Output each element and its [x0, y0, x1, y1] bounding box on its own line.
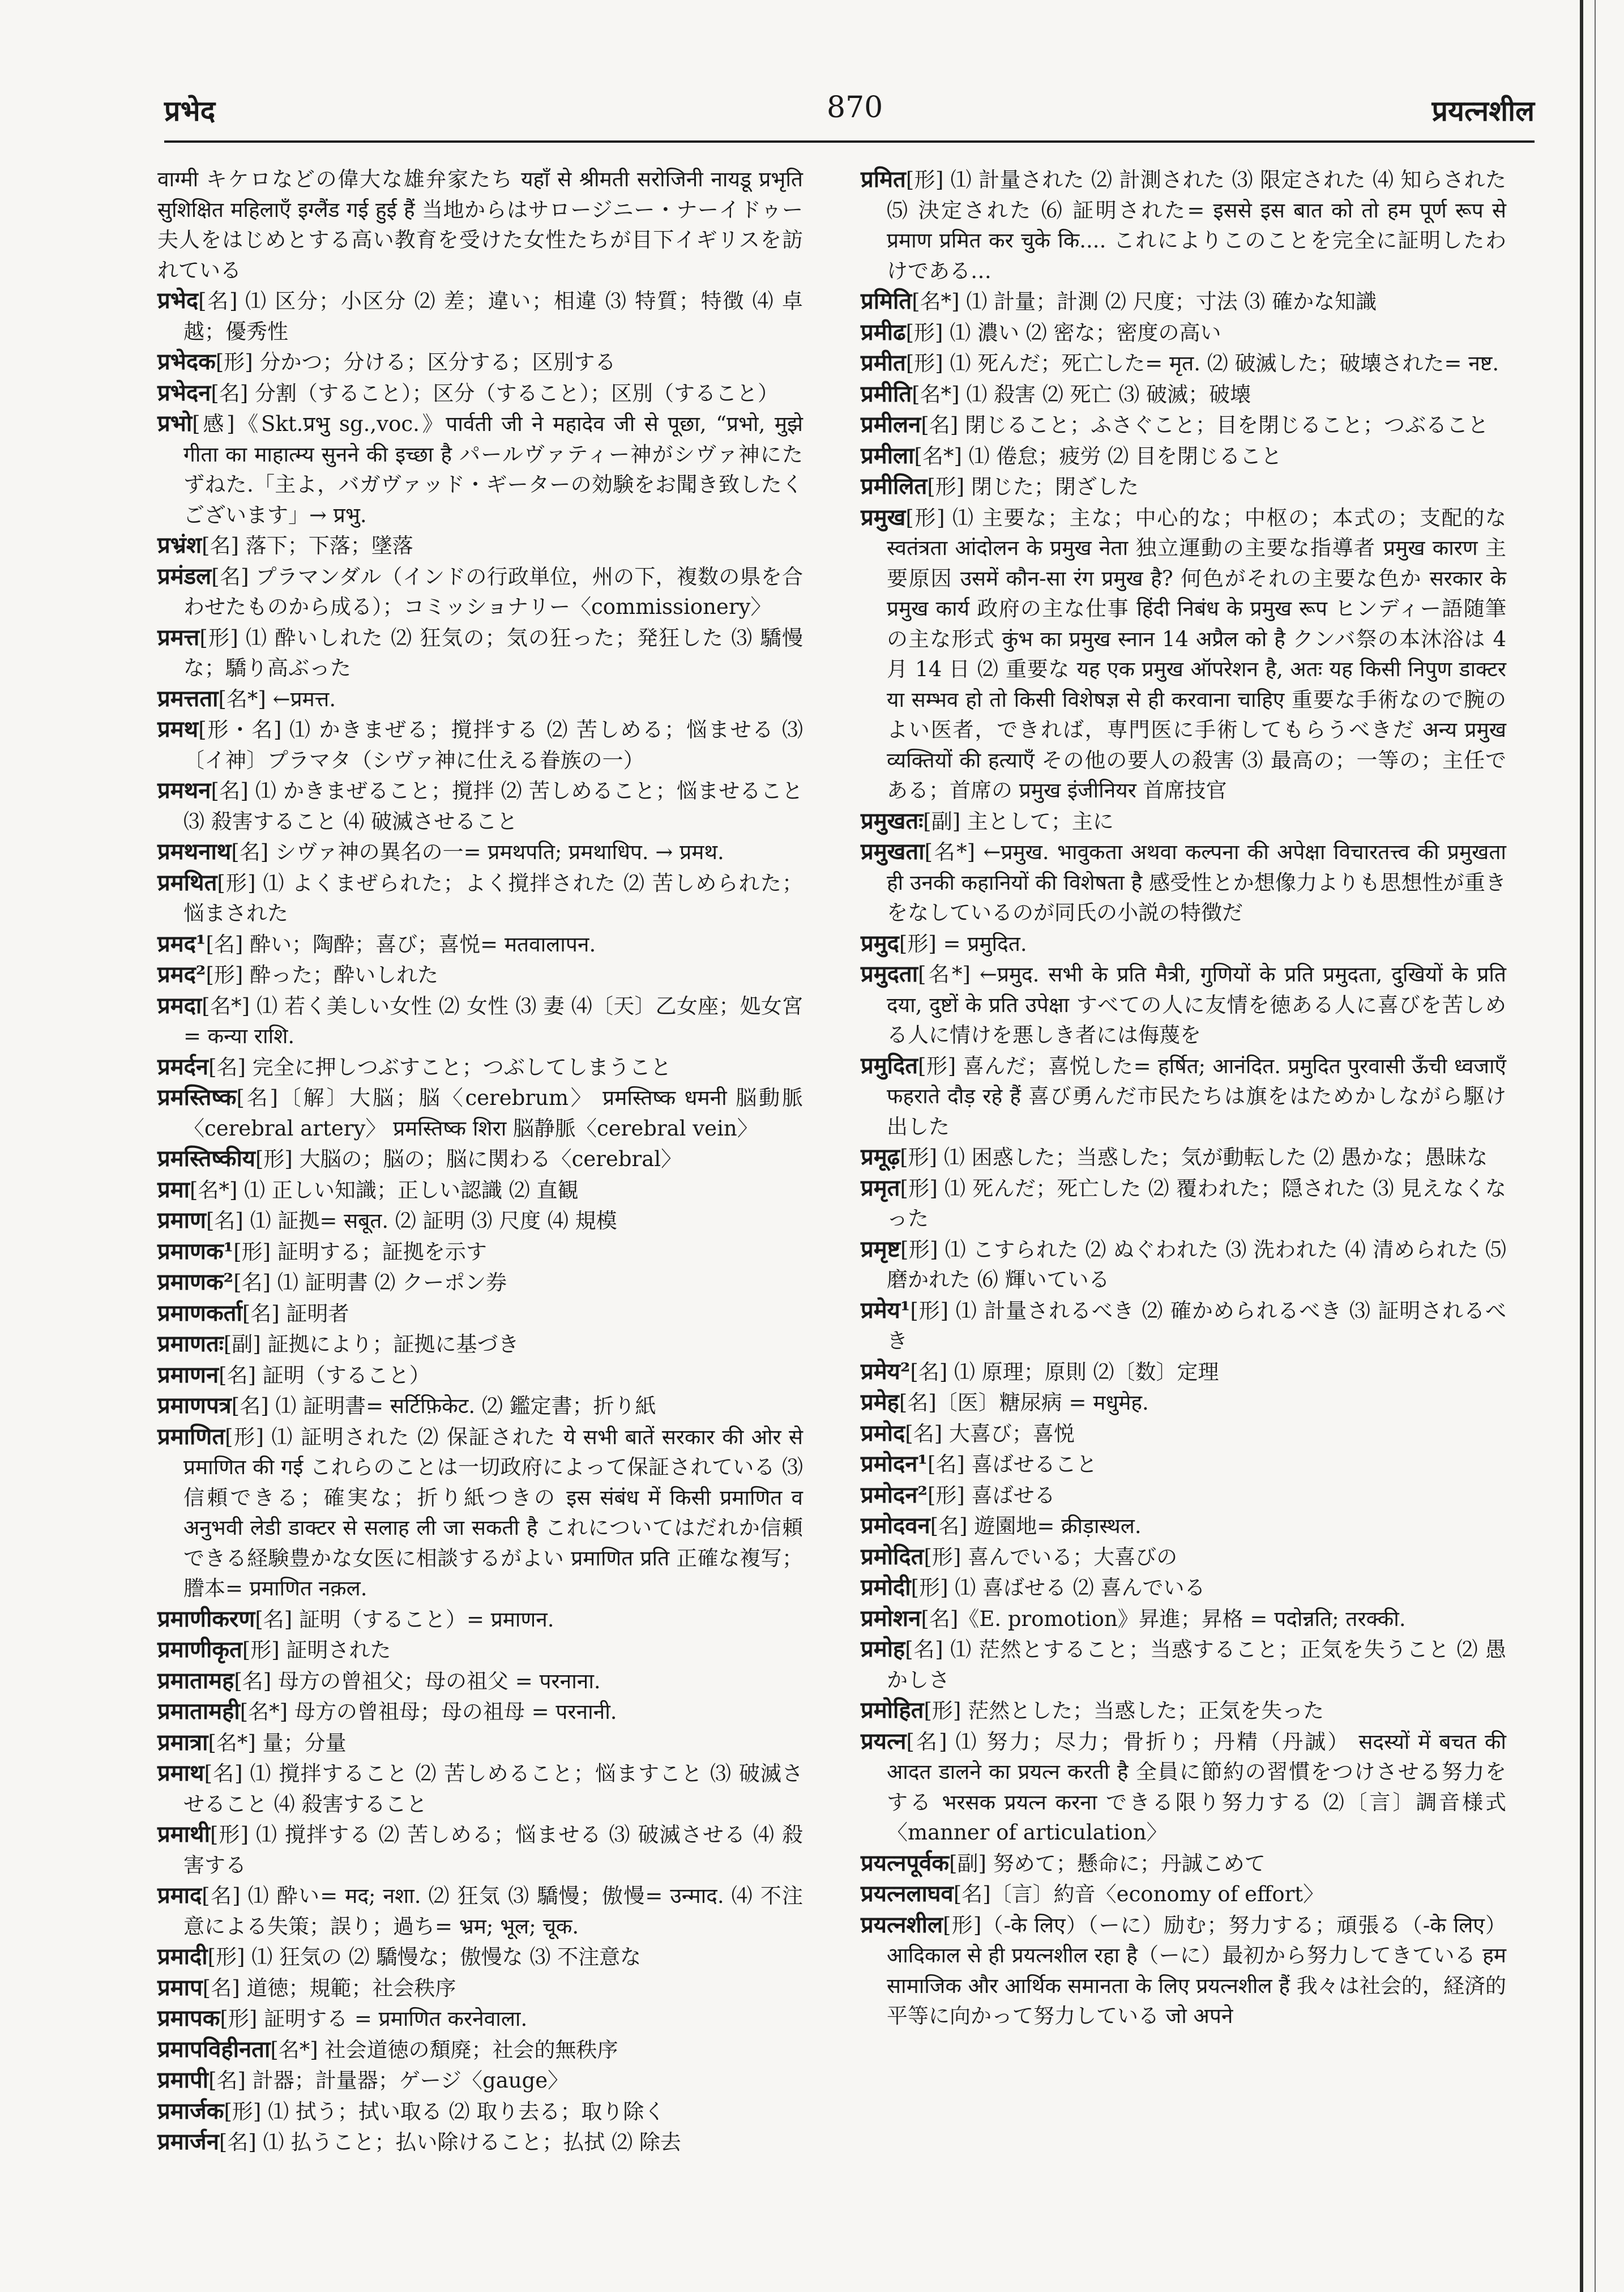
entry-definition: [名] ⑴ 努力；尽力；骨折り；丹精（丹誠） सदस्यों में बचत की आदत डालने का प्रयत्न करती है 全員に節約の習慣をつけさせる努力をする भरसक प्रयत्न करना できる限り努力する ⑵〔言〕調音様式〈manner of articulation〉 — [887, 1729, 1506, 1845]
dictionary-entry — [157, 1205, 803, 1236]
entry-headword: प्रमेह — [861, 1389, 899, 1415]
entry-headword: प्रमीला — [861, 442, 914, 469]
entry-headword: प्रमातामह — [157, 1667, 234, 1694]
entry-definition: [形] ⑴ 酔いしれた ⑵ 狂気の；気の狂った；発狂した ⑶ 驕慢な；驕り高ぶった — [183, 625, 803, 680]
entry-definition: [形] ⑴ 喜ばせる ⑵ 喜んでいる — [911, 1576, 1206, 1600]
dictionary-entry — [157, 1666, 803, 1697]
entry-headword: प्रमाणन — [157, 1361, 219, 1388]
entry-headword: प्रमाणित — [157, 1423, 225, 1450]
dictionary-entry — [157, 1696, 803, 1727]
entry-definition: [感]《Skt.प्रभु sg.,voc.》पार्वती जी ने महादेव जी से पूछा, “प्रभो, मुझे गीता का माहात्म्य सुनने की इच्छा है パールヴァティー神がシヴァ神にたずねた.「主よ，バガヴァッド・ギーターの効験をお聞き致したくございます」→ प्रभु. — [183, 412, 803, 527]
dictionary-entry — [157, 836, 803, 868]
dictionary-entry — [157, 1422, 803, 1604]
entry-headword: प्रमापविहीनता — [157, 2035, 271, 2063]
entry-definition: [名] ⑴ 区分；小区分 ⑵ 差；違い；相違 ⑶ 特質；特徴 ⑷ 卓越；優秀性 — [183, 289, 803, 344]
entry-headword: प्रमीति — [861, 380, 912, 407]
entry-definition: [形] ⑴ 狂気の ⑵ 驕慢な；傲慢な ⑶ 不注意な — [207, 1945, 642, 1969]
entry-definition: [形] 証明する = प्रमाणित करनेवाला. — [220, 2007, 528, 2031]
entry-headword: प्रमित — [861, 166, 906, 193]
entry-headword: प्रमत्त — [157, 624, 200, 651]
entry-definition: [副] 主として；主に — [923, 809, 1114, 834]
entry-headword: प्रमीलित — [861, 473, 928, 500]
entry-headword: प्रमाथी — [157, 1821, 210, 1847]
entry-definition: [名*] 母方の曾祖母；母の祖母 = परनानी. — [240, 1700, 617, 1724]
entry-headword: प्रमादी — [157, 1943, 208, 1970]
entry-definition: वाग्मी キケロなどの偉大な雄弁家たち यहाँ से श्रीमती सरोजिनी नायडू प्रभृति सुशिक्षित महिलाएँ इग्लैंड गई हुई हैं 当地からはサロージニー・ナーイドゥー夫人をはじめとする高い教育を受けた女性たちが目下イギリスを訪れている — [157, 167, 803, 283]
entry-definition: [名] 証明者 — [242, 1301, 349, 1326]
entry-definition: [名] 喜ばせること — [928, 1452, 1097, 1476]
entry-definition: [副] 努めて；懸命に；丹誠こめて — [949, 1851, 1266, 1876]
dictionary-entry — [861, 1234, 1506, 1295]
dictionary-entry — [157, 1880, 803, 1941]
dictionary-entry — [157, 684, 803, 715]
entry-definition: [形] ⑴ 困惑した；当惑した；気が動転した ⑵ 愚かな；愚昧な — [900, 1145, 1488, 1170]
entry-headword: प्रमाप — [157, 1974, 203, 2001]
entry-definition: [形] 喜ばせる — [928, 1483, 1055, 1508]
dictionary-entry — [157, 561, 803, 622]
dictionary-entry — [861, 1387, 1506, 1418]
entry-headword: प्रमाणक² — [157, 1269, 234, 1295]
dictionary-entry — [861, 317, 1506, 348]
right-column — [861, 164, 1506, 2031]
dictionary-entry — [861, 1449, 1506, 1480]
dictionary-entry — [861, 959, 1506, 1051]
entry-definition: [名] ⑴ 茫然とすること；当惑すること；正気を失うこと ⑵ 愚かしさ — [887, 1637, 1506, 1692]
entry-definition: [形] = प्रमुदित. — [899, 931, 1027, 956]
dictionary-entry — [861, 1295, 1506, 1356]
entry-headword: प्रमत्तता — [157, 685, 219, 712]
dictionary-entry — [157, 1236, 803, 1267]
entry-definition: [名*] 社会道徳の頽廃；社会的無秩序 — [270, 2037, 618, 2062]
dictionary-entry — [157, 1634, 803, 1666]
entry-definition: [形] ⑴ 死んだ；死亡した= मृत. ⑵ 破滅した；破壊された= नष्ट. — [905, 351, 1499, 375]
dictionary-entry — [861, 1879, 1506, 1910]
dictionary-entry — [157, 991, 803, 1052]
entry-headword: प्रभो — [157, 410, 193, 437]
entry-headword: प्रमेय² — [861, 1358, 911, 1385]
entry-definition: [副] 証拠により；証拠に基づき — [223, 1332, 519, 1356]
dictionary-entry — [861, 471, 1506, 502]
entry-headword: प्रमार्जन — [157, 2128, 219, 2155]
entry-definition: [名*] ⑴ 正しい知識；正しい認識 ⑵ 直観 — [190, 1177, 579, 1202]
dictionary-entry — [861, 1418, 1506, 1449]
entry-definition: [名] 分割（すること）；区分（すること）；区別（すること） — [211, 381, 779, 406]
entry-headword: प्रमोशन — [861, 1604, 921, 1632]
entry-headword: प्रमात्रा — [157, 1728, 208, 1756]
entry-headword: प्रमुदता — [861, 961, 918, 987]
entry-definition: [名] ⑴ 払うこと；払い除けること；払拭 ⑵ 除去 — [219, 2130, 681, 2154]
entry-definition: [形]（-के लिए）（ーに）励む；努力する；頑張る（-के लिए）आदिकाल से ही प्रयत्नशील रहा है（ーに）最初から努力してきている हम सामाजिक और आर्थिक समानता के लिए प्रयत्नशील हैं 我々は社会的，経済的平等に向かって努力している जो अपने — [887, 1913, 1506, 2028]
dictionary-entry — [861, 1356, 1506, 1388]
entry-headword: प्रमथित — [157, 869, 217, 896]
entry-headword: प्रमोदन¹ — [861, 1450, 928, 1477]
entry-headword: प्रमातामही — [157, 1698, 240, 1725]
entry-headword: प्रमाणकर्ता — [157, 1299, 242, 1326]
entry-definition: [名] 大喜び；喜悦 — [905, 1421, 1075, 1446]
page-number: 870 — [827, 91, 883, 125]
entry-definition: [名] ⑴ 証拠= सबूत. ⑵ 証明 ⑶ 尺度 ⑷ 規模 — [206, 1209, 617, 1233]
dictionary-entry — [157, 1973, 803, 2004]
entry-headword: प्रमाणीकरण — [157, 1605, 255, 1632]
dictionary-entry — [157, 622, 803, 684]
entry-definition: [形] ⑴ 主要な；主な；中心的な；中枢の；本式の；支配的な स्वतंत्रता आंदोलन के प्रमुख नेता 独立運動の主要な指導者 प्रमुख कारण 主要原因 उसमें कौन-सा रंग प्रमुख है? 何色がそれの主要な色か सरकार के प्रमुख कार्य 政府の主な仕事 हिंदी निबंध के प्रमुख रूप ヒンディー語随筆の主な形式 कुंभ का प्रमुख स्नान 14 अप्रैल को है クンバ祭の本沐浴は 4 月 14 日 ⑵ 重要な यह एक प्रमुख ऑपरेशन है, अतः यह किसी निपुण डाक्टर या सम्भव हो तो किसी विशेषज्ञ से ही करवाना चाहिए 重要な手術なので腕のよい医者，できれば，専門医に手術してもらうべきだ अन्य प्रमुख व्यक्तियों की हत्याएँ その他の要人の殺害 ⑶ 最高の；一等の；主任である；首席の प्रमुख इंजीनियर 首席技官 — [887, 505, 1506, 803]
entry-headword: प्रमापक — [157, 2005, 220, 2031]
entry-headword: प्रमुखता — [861, 838, 925, 865]
entry-headword: प्रभेदक — [157, 348, 216, 375]
entry-definition: [名] 計器；計量器；ゲージ〈gauge〉 — [208, 2068, 569, 2093]
entry-definition: [名] 完全に押しつぶすこと；つぶしてしまうこと — [208, 1055, 672, 1079]
entry-headword: प्रमाद — [157, 1882, 202, 1909]
dictionary-entry — [861, 1142, 1506, 1173]
entry-definition: [名] 酔い；陶酔；喜び；喜悦= मतवालापन. — [206, 932, 596, 957]
entry-headword: प्रभेद — [157, 287, 199, 314]
entry-headword: प्रमस्तिष्कीय — [157, 1145, 255, 1172]
dictionary-entry — [157, 2127, 803, 2158]
entry-definition: [名]〔解〕大脳；脳〈cerebrum〉 प्रमस्तिष्क धमनी 脳動脈〈cerebral artery〉 प्रमस्तिष्क शिरा 脳静脈〈cerebral vein〉 — [183, 1086, 803, 1141]
entry-definition: [名] 閉じること；ふさぐこと；目を閉じること；つぶること — [921, 413, 1489, 437]
entry-headword: प्रमाणक¹ — [157, 1237, 234, 1265]
entry-headword: प्रमद¹ — [157, 930, 206, 957]
entry-headword: प्रमस्तिष्क — [157, 1084, 237, 1111]
page-binding-edge — [1580, 0, 1583, 2292]
dictionary-entry — [157, 1604, 803, 1635]
dictionary-entry — [861, 1634, 1506, 1695]
dictionary-entry — [157, 1360, 803, 1391]
entry-definition: [名] プラマンダル（インドの行政単位，州の下，複数の県を合わせたものから成る）；コミッショナリー〈commissionery〉 — [183, 564, 803, 619]
entry-headword: प्रमाणपत्र — [157, 1392, 232, 1419]
entry-definition: [名] ⑴ 酔い= मद; नशा. ⑵ 狂気 ⑶ 驕慢；傲慢= उन्माद. ⑷ 不注意による失策；誤り；過ち= भ्रम; भूल; चूक. — [183, 1884, 803, 1939]
header-first-headword: प्रभेद — [164, 94, 216, 127]
entry-headword: प्रमद² — [157, 961, 206, 988]
entry-headword: प्रमोदित — [861, 1543, 924, 1570]
entry-definition: [形] ⑴ 撹拌する ⑵ 苦しめる；悩ませる ⑶ 破滅させる ⑷ 殺害する — [183, 1822, 803, 1877]
dictionary-entry — [861, 1542, 1506, 1573]
dictionary-entry — [157, 775, 803, 836]
entry-definition: [名*] ⑴ 殺害 ⑵ 死亡 ⑶ 破滅；破壊 — [912, 382, 1251, 407]
entry-headword: प्रमथन — [157, 777, 211, 804]
entry-headword: प्रमृष्ट — [861, 1235, 901, 1262]
dictionary-entry — [157, 378, 803, 409]
entry-headword: प्रमाण — [157, 1207, 206, 1234]
entry-headword: प्रमिति — [861, 288, 912, 314]
entry-headword: प्रमोदवन — [861, 1512, 930, 1539]
entry-definition: [名] 落下；下落；墜落 — [202, 533, 413, 558]
entry-headword: प्रमोह — [861, 1636, 905, 1662]
page-header — [164, 91, 1535, 136]
dictionary-entry — [157, 1143, 803, 1175]
entry-definition: [名] 証明（すること）= प्रमाणन. — [255, 1607, 554, 1632]
entry-definition: [名*] ⑴ 倦怠；疲労 ⑵ 目を閉じること — [914, 443, 1282, 468]
entry-headword: प्रमीत — [861, 349, 906, 376]
dictionary-entry — [157, 1941, 803, 1973]
dictionary-entry — [157, 530, 803, 561]
entry-definition: [形] ⑴ 拭う；拭い取る ⑵ 取り去る；取り除く — [224, 2099, 665, 2124]
entry-definition: [形] 大脳の；脳の；脳に関わる〈cerebral〉 — [255, 1147, 682, 1171]
dictionary-entry — [157, 2034, 803, 2065]
entry-headword: प्रमार्जक — [157, 2097, 224, 2124]
entry-headword: प्रमुदित — [861, 1052, 918, 1079]
dictionary-entry — [861, 1603, 1506, 1634]
dictionary-entry — [861, 441, 1506, 472]
entry-definition: [形] ⑴ 死んだ；死亡した ⑵ 覆われた；隠された ⑶ 見えなくなった — [887, 1176, 1506, 1231]
entry-headword: प्रमाथ — [157, 1760, 204, 1786]
entry-definition: [形] 分かつ；分ける；区分する；区別する — [215, 350, 616, 374]
dictionary-entry — [157, 929, 803, 960]
dictionary-entry — [861, 1726, 1506, 1848]
dictionary-entry — [157, 408, 803, 530]
entry-headword: प्रमोदन² — [861, 1481, 928, 1508]
header-last-headword: प्रयत्नशील — [1431, 94, 1535, 127]
dictionary-entry — [157, 2096, 803, 2127]
entry-headword: प्रमुख — [861, 503, 906, 531]
entry-headword: प्रमर्दन — [157, 1053, 209, 1080]
entry-definition: [形] 酔った；酔いしれた — [206, 963, 439, 987]
dictionary-entry — [157, 714, 803, 775]
entry-headword: प्रमथनाथ — [157, 838, 232, 865]
entry-definition: [形] ⑴ こすられた ⑵ ぬぐわれた ⑶ 洗われた ⑷ 清められた ⑸ 磨かれた ⑹ 輝いている — [887, 1237, 1506, 1292]
entry-headword: प्रभ्रंश — [157, 532, 202, 558]
dictionary-entry — [157, 347, 803, 378]
entry-definition: [名] 道徳；規範；社会秩序 — [202, 1975, 456, 2000]
entry-definition: [形] 閉じた；閉ざした — [927, 475, 1139, 499]
dictionary-entry — [861, 1051, 1506, 1142]
entry-definition: [名] 証明（すること） — [219, 1363, 430, 1388]
dictionary-entry — [157, 959, 803, 991]
dictionary-entry — [157, 285, 803, 347]
entry-definition: [名*] 量；分量 — [208, 1730, 347, 1755]
entry-headword: प्रमंडल — [157, 562, 212, 590]
entry-headword: प्रयत्नपूर्वक — [861, 1849, 950, 1876]
entry-headword: प्रयत्नशील — [861, 1911, 943, 1938]
dictionary-entry — [861, 286, 1506, 317]
dictionary-entry — [157, 1390, 803, 1422]
entry-definition: [名] ⑴ 証明書= सर्टिफ़िकेट. ⑵ 鑑定書；折り紙 — [231, 1394, 656, 1418]
entry-headword: प्रमुखतः — [861, 807, 924, 834]
dictionary-entry — [861, 1510, 1506, 1542]
entry-definition: [名*] ←प्रमुद. सभी के प्रति मैत्री, गुणियों के प्रति प्रमुदता, दुखियों के प्रति दया, दुष्टों के प्रति उपेक्षा すべての人に友情を徳ある人に喜びを苦しめる人に情けを悪しき者には侮蔑を — [887, 962, 1506, 1047]
header-rule — [164, 140, 1535, 143]
dictionary-entry — [861, 379, 1506, 410]
dictionary-entry — [157, 1298, 803, 1329]
entry-definition: [形] ⑴ 濃い ⑵ 密な；密度の高い — [905, 320, 1221, 345]
entry-definition: [形] 喜んでいる；大喜びの — [924, 1544, 1178, 1569]
dictionary-entry — [861, 1695, 1506, 1726]
entry-definition: [名*] ←प्रमत्त. — [218, 686, 336, 711]
dictionary-entry — [861, 502, 1506, 806]
entry-definition: [形] 茫然とした；当惑した；正気を失った — [924, 1698, 1324, 1723]
entry-definition: [形] ⑴ 証明された ⑵ 保証された ये सभी बातें सरकार की ओर से प्रमाणित की गई これらのことは一切政府によって保証されている ⑶ 信頼できる；確実な；折り紙つきの इस संबंध में किसी प्रमाणित व अनुभवी लेडी डाक्टर से सलाह ली जा सकती है これについてはだれか信頼できる経験豊かな女医に相談するがよい प्रमाणित प्रति 正確な複写；謄本= प्रमाणित नक़ल. — [183, 1424, 803, 1600]
entry-definition: [名] ⑴ 原理；原則 ⑵〔数〕定理 — [910, 1359, 1219, 1384]
page-binding-edge-thin — [1595, 0, 1596, 2292]
dictionary-entry — [157, 1267, 803, 1298]
dictionary-entry — [861, 806, 1506, 837]
dictionary-entry — [157, 868, 803, 929]
dictionary-entry — [861, 1572, 1506, 1603]
entry-headword: प्रमाणीकृत — [157, 1636, 242, 1663]
dictionary-entry — [157, 164, 803, 285]
entry-definition: [名] 母方の曾祖父；母の祖父 = परनाना. — [234, 1668, 601, 1693]
entry-headword: प्रमोहित — [861, 1697, 924, 1723]
entry-headword: प्रमोद — [861, 1419, 905, 1446]
entry-headword: प्रमुद — [861, 929, 899, 957]
entry-definition: [名] 遊園地= क्रीड़ास्थल. — [930, 1514, 1142, 1538]
entry-definition: [名] ⑴ 撹拌すること ⑵ 苦しめること；悩ますこと ⑶ 破滅させること ⑷ 殺害すること — [183, 1761, 803, 1816]
entry-definition: [名*] ⑴ 若く美しい女性 ⑵ 女性 ⑶ 妻 ⑷〔天〕乙女座；処女宮= कन्या राशि. — [183, 993, 803, 1048]
dictionary-entry — [157, 1175, 803, 1206]
entry-headword: प्रयत्न — [861, 1727, 907, 1755]
entry-headword: प्रमेय¹ — [861, 1296, 911, 1324]
entry-definition: [名] ⑴ かきまぜること；撹拌 ⑵ 苦しめること；悩ませること ⑶ 殺害すること ⑷ 破滅させること — [183, 779, 803, 834]
dictionary-entry — [861, 928, 1506, 959]
dictionary-entry — [861, 1910, 1506, 2031]
entry-headword: प्रयत्नलाघव — [861, 1880, 954, 1907]
entry-definition: [形] ⑴ よくまぜられた；よく撹拌された ⑵ 苦しめられた；悩まされた — [183, 870, 803, 925]
dictionary-entry — [157, 1329, 803, 1360]
entry-definition: [形] 喜んだ；喜悦した= हर्षित; आनंदित. प्रमुदित पुरवासी ऊँची ध्वजाएँ फहराते दौड़ रहे हैं 喜び勇んだ市民たちは旗をはためかしながら駆け出した — [887, 1053, 1506, 1139]
entry-definition: [形] ⑴ 計量されるべき ⑵ 確かめられるべき ⑶ 証明されるべき — [887, 1298, 1506, 1353]
entry-definition: [名] ⑴ 証明書 ⑵ クーポン券 — [233, 1270, 507, 1295]
dictionary-entry — [861, 164, 1506, 286]
dictionary-entry — [861, 1173, 1506, 1234]
dictionary-entry — [157, 1082, 803, 1143]
entry-definition: [形] 証明する；証拠を示す — [233, 1239, 487, 1264]
entry-definition: [名]〔医〕糖尿病 = मधुमेह. — [899, 1390, 1149, 1415]
entry-definition: [名]《E. promotion》昇進；昇格 = पदोन्नति; तरक्की. — [921, 1606, 1406, 1631]
dictionary-entry — [157, 1758, 803, 1819]
dictionary-entry — [157, 2065, 803, 2096]
entry-headword: प्रमोदी — [861, 1574, 911, 1600]
entry-headword: प्रभेदन — [157, 379, 211, 406]
entry-definition: [名] シヴァ神の異名の一= प्रमथपति; प्रमथाधिप. → प्रमथ. — [231, 840, 724, 864]
entry-definition: [形] ⑴ 計量された ⑵ 計測された ⑶ 限定された ⑷ 知らされた ⑸ 決定された ⑹ 証明された= इससे इस बात को तो हम पूर्ण रूप से प्रमाण प्रमित कर चुके कि.... これによりこのことを完全に証明したわけである… — [887, 168, 1506, 283]
entry-headword: प्रमदा — [157, 992, 202, 1019]
dictionary-entry — [861, 836, 1506, 928]
entry-definition: [名*] ←प्रमुख. भावुकता अथवा कल्पना की अपेक्षा विचारतत्त्व की प्रमुखता ही उनकी कहानियों की विशेषता है 感受性とか想像力よりも思想性が重きをなしているのが同氏の小説の特徴だ — [887, 840, 1506, 925]
entry-definition: [形・名] ⑴ かきまぜる；撹拌する ⑵ 苦しめる；悩ませる ⑶〔イ神〕プラマタ（シヴァ神に仕える眷族の一） — [183, 718, 803, 772]
entry-definition: [名]〔言〕約音〈economy of effort〉 — [953, 1882, 1324, 1906]
left-column — [157, 164, 803, 2158]
entry-headword: प्रमृत — [861, 1174, 900, 1201]
dictionary-entry — [861, 409, 1506, 441]
entry-definition: [名*] ⑴ 計量；計測 ⑵ 尺度；寸法 ⑶ 確かな知識 — [912, 289, 1377, 314]
dictionary-entry — [157, 1727, 803, 1759]
entry-headword: प्रमाणतः — [157, 1330, 224, 1357]
dictionary-entry — [157, 1052, 803, 1083]
entry-headword: प्रमीढ — [861, 318, 906, 345]
entry-headword: प्रमथ — [157, 716, 199, 742]
entry-headword: प्रमापी — [157, 2067, 209, 2093]
dictionary-entry — [861, 1480, 1506, 1511]
entry-definition: [形] 証明された — [242, 1638, 391, 1662]
dictionary-entry — [157, 1819, 803, 1880]
dictionary-entry — [157, 2003, 803, 2034]
entry-headword: प्रमा — [157, 1176, 190, 1203]
dictionary-entry — [861, 348, 1506, 379]
entry-headword: प्रमूढ़ — [861, 1143, 900, 1170]
entry-headword: प्रमीलन — [861, 411, 921, 438]
dictionary-entry — [861, 1848, 1506, 1879]
